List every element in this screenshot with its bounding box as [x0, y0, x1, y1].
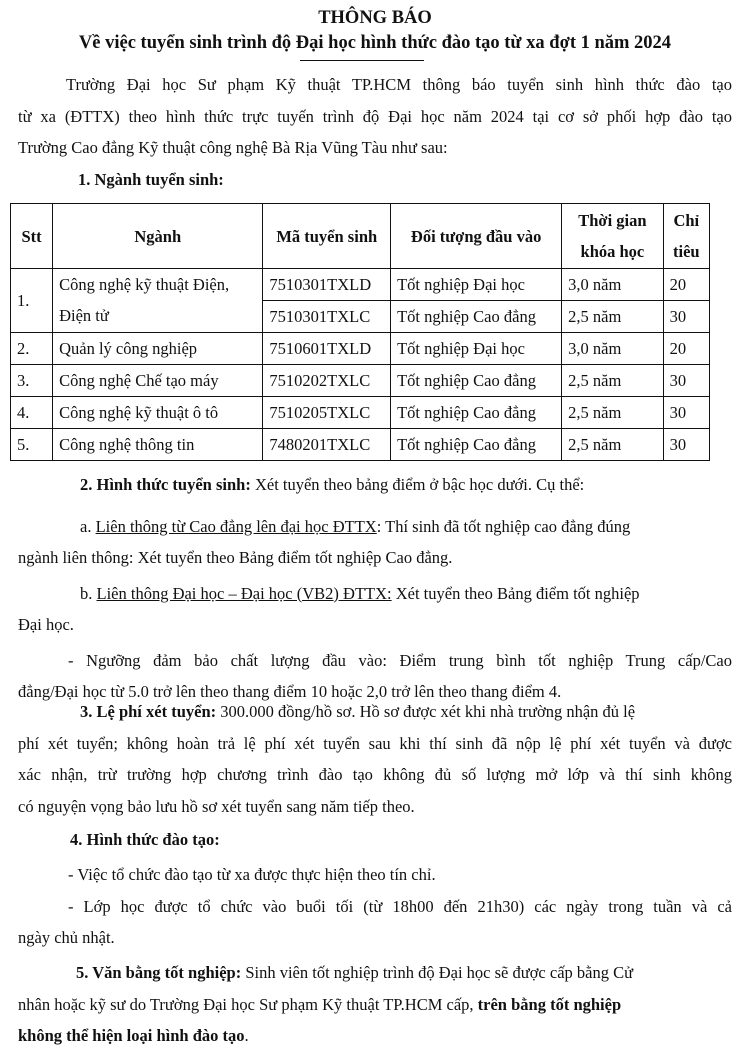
- section-2-item-a: [18, 511, 732, 543]
- cell-doi-tuong: Tốt nghiệp Cao đẳng: [391, 429, 562, 461]
- cell-thoi-gian: 2,5 năm: [562, 365, 663, 397]
- cell-doi-tuong: Tốt nghiệp Cao đẳng: [391, 397, 562, 429]
- section-1-heading: 1. Ngành tuyển sinh:: [78, 170, 224, 189]
- section-5-line-1: [18, 957, 732, 989]
- cell-ma: 7510202TXLC: [263, 365, 391, 397]
- cell-thoi-gian: 2,5 năm: [562, 301, 663, 333]
- section-4-item-1: - Việc tổ chức đào tạo từ xa được thực hiện theo tín chỉ.: [68, 865, 436, 884]
- header-chi-tieu: [663, 204, 709, 269]
- cell-stt: 4.: [11, 397, 53, 429]
- section-5-text-3a: không thể hiện loại hình đào tạo: [18, 1026, 245, 1045]
- section-5-text-2a: nhân hoặc kỹ sư do Trường Đại học Sư phạm Kỹ thuật TP.HCM cấp,: [18, 994, 478, 1014]
- table-row: [11, 365, 710, 397]
- section-2-lead-line: [18, 469, 732, 501]
- cell-thoi-gian: 3,0 năm: [562, 333, 663, 365]
- section-5-heading: 5. Văn bằng tốt nghiệp:: [76, 963, 242, 982]
- item-a-text-line-2: ngành liên thông: Xét tuyển theo Bảng điểm tốt nghiệp Cao đẳng.: [18, 548, 453, 567]
- cell-chi-tieu: 30: [663, 429, 709, 461]
- cell-doi-tuong: Tốt nghiệp Cao đẳng: [391, 365, 562, 397]
- intro-line-1: Trường Đại học Sư phạm Kỹ thuật TP.HCM thông báo tuyển sinh hình thức đào tạo: [66, 75, 732, 94]
- cell-stt: 2.: [11, 333, 53, 365]
- cell-stt: 3.: [11, 365, 53, 397]
- header-chi-tieu-line-2: tiêu: [673, 242, 700, 261]
- cell-ma: 7510205TXLC: [263, 397, 391, 429]
- cell-nganh: [53, 269, 263, 333]
- cell-ma: 7510601TXLD: [263, 333, 391, 365]
- cell-ma: 7510301TXLD: [263, 269, 391, 301]
- cell-stt: 1.: [11, 269, 53, 333]
- cell-nganh-line-1: Công nghệ kỹ thuật Điện,: [59, 275, 230, 294]
- document-title: THÔNG BÁO: [318, 8, 432, 28]
- cell-nganh: Quản lý công nghiệp: [53, 333, 263, 365]
- cell-chi-tieu: 30: [663, 397, 709, 429]
- header-doi-tuong: Đối tượng đầu vào: [391, 204, 562, 269]
- cell-doi-tuong: Tốt nghiệp Cao đẳng: [391, 301, 562, 333]
- section-2: [18, 469, 732, 708]
- section-4: [18, 859, 732, 954]
- cell-ma: 7480201TXLC: [263, 429, 391, 461]
- cell-doi-tuong: Tốt nghiệp Đại học: [391, 269, 562, 301]
- header-nganh: Ngành: [53, 204, 263, 269]
- section-4-item-2-line-1: - Lớp học được tổ chức vào buổi tối (từ 18h00 đến 21h30) các ngày trong tuần và cả: [68, 896, 732, 916]
- item-b-title: Liên thông Đại học – Đại học (VB2) ĐTTX:: [96, 583, 392, 603]
- item-a-text: : Thí sinh đã tốt nghiệp cao đẳng đúng: [376, 516, 631, 536]
- cell-thoi-gian: 3,0 năm: [562, 269, 663, 301]
- section-3: [18, 696, 732, 822]
- section-2-item-b: [18, 578, 732, 610]
- cell-thoi-gian: 2,5 năm: [562, 429, 663, 461]
- section-2-text: Xét tuyển theo bảng điểm ở bậc học dưới. Cụ thể:: [250, 475, 585, 494]
- section-4-heading: 4. Hình thức đào tạo:: [70, 830, 220, 849]
- document-subtitle: Về việc tuyển sinh trình độ Đại học hình thức đào tạo từ xa đợt 1 năm 2024: [78, 33, 672, 53]
- item-b-text: Xét tuyển theo Bảng điểm tốt nghiệp: [391, 583, 640, 603]
- header-chi-tieu-line-1: Chỉ: [673, 211, 700, 230]
- section-2-heading: 2. Hình thức tuyển sinh:: [80, 475, 251, 494]
- section-3-text-1: 300.000 đồng/hồ sơ. Hồ sơ được xét khi nhà trường nhận đủ lệ: [216, 702, 636, 721]
- table-row: [11, 429, 710, 461]
- cell-nganh: Công nghệ kỹ thuật ô tô: [53, 397, 263, 429]
- cell-nganh-line-2: Điện tử: [59, 306, 109, 325]
- header-thoi-gian: [562, 204, 663, 269]
- item-b-prefix: b.: [80, 583, 97, 603]
- table-header-row: [11, 204, 710, 269]
- cell-ma: 7510301TXLC: [263, 301, 391, 333]
- title-underline: [300, 60, 424, 61]
- section-5: [18, 957, 732, 1052]
- table-row: [11, 333, 710, 365]
- item-b-text-line-2: Đại học.: [18, 615, 74, 634]
- header-thoi-gian-line-2: khóa học: [580, 242, 645, 261]
- section-4-item-2-line-2: ngày chủ nhật.: [18, 928, 115, 947]
- section-3-line-4: có nguyện vọng bảo lưu hồ sơ xét tuyển sang năm tiếp theo.: [18, 796, 415, 816]
- header-stt: Stt: [11, 204, 53, 269]
- header-thoi-gian-line-1: Thời gian: [578, 211, 647, 230]
- cell-chi-tieu: 30: [663, 301, 709, 333]
- section-5-line-2: [18, 989, 732, 1021]
- cell-chi-tieu: 20: [663, 269, 709, 301]
- section-3-line-2: phí xét tuyển; không hoàn trả lệ phí xét tuyển sau khi thí sinh đã nộp lệ phí xét tuyển và được: [18, 733, 732, 753]
- section-5-text-1: Sinh viên tốt nghiệp trình độ Đại học sẽ được cấp bằng Cử: [241, 963, 634, 982]
- cell-nganh: Công nghệ Chế tạo máy: [53, 365, 263, 397]
- threshold-line-1: - Ngưỡng đảm bảo chất lượng đầu vào: Điểm trung bình tốt nghiệp Trung cấp/Cao: [68, 650, 732, 670]
- intro-line-2: từ xa (ĐTTX) theo hình thức trực tuyến trình độ Đại học năm 2024 tại cơ sở phối hợp đào tạo: [18, 106, 732, 126]
- section-5-line-3: [18, 1020, 732, 1052]
- section-3-line-1: [18, 696, 732, 728]
- cell-nganh: Công nghệ thông tin: [53, 429, 263, 461]
- item-a-prefix: a.: [80, 516, 96, 536]
- table-row: [11, 269, 710, 301]
- cell-doi-tuong: Tốt nghiệp Đại học: [391, 333, 562, 365]
- cell-thoi-gian: 2,5 năm: [562, 397, 663, 429]
- cell-stt: 5.: [11, 429, 53, 461]
- section-3-heading: 3. Lệ phí xét tuyển:: [80, 702, 217, 721]
- threshold-line-2: đẳng/Đại học từ 5.0 trở lên theo thang điểm 10 hoặc 2,0 trở lên theo thang điểm 4.: [18, 682, 562, 701]
- intro-line-3: Trường Cao đẳng Kỹ thuật công nghệ Bà Rịa Vũng Tàu như sau:: [18, 138, 448, 157]
- header-ma-tuyen-sinh: Mã tuyển sinh: [263, 204, 391, 269]
- cell-chi-tieu: 30: [663, 365, 709, 397]
- section-3-line-3: xác nhận, trừ trường hợp chương trình đào tạo không đủ số lượng mở lớp và thí sinh không: [18, 765, 732, 784]
- table-row: [11, 397, 710, 429]
- admission-table: [10, 203, 710, 461]
- cell-chi-tieu: 20: [663, 333, 709, 365]
- item-a-title: Liên thông từ Cao đẳng lên đại học ĐTTX: [95, 516, 377, 536]
- intro-paragraph: [18, 69, 732, 164]
- section-5-text-2b: trên bằng tốt nghiệp: [477, 994, 622, 1014]
- section-5-text-3b: .: [244, 1026, 249, 1045]
